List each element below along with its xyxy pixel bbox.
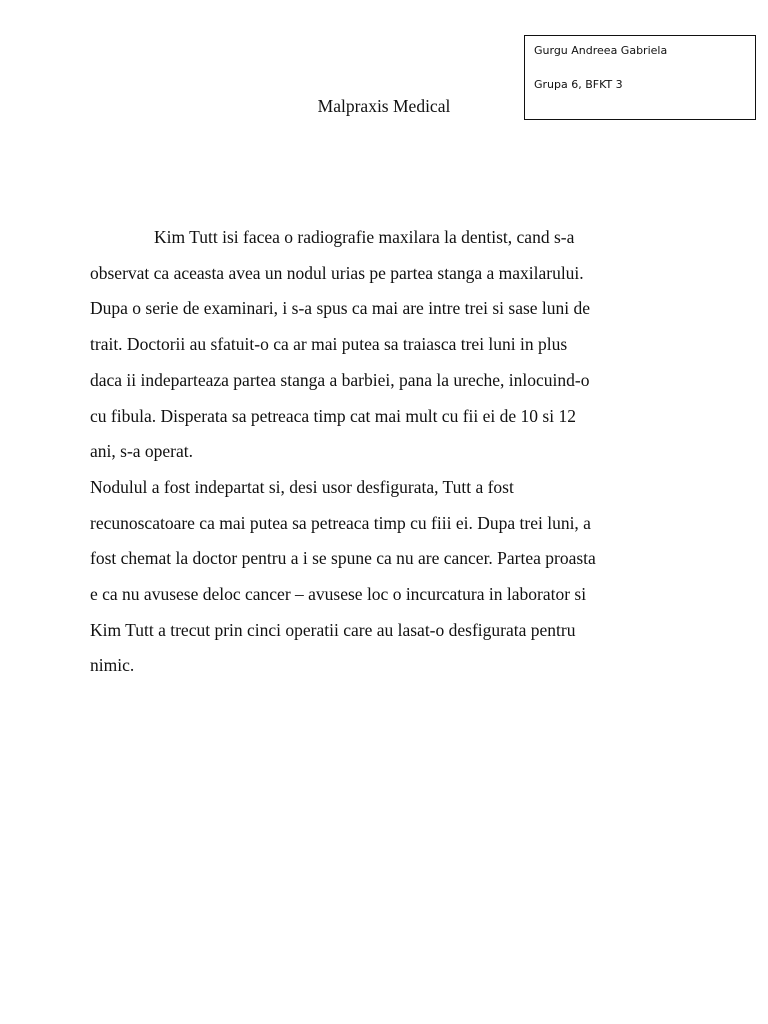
body-line: Dupa o serie de examinari, i s-a spus ca mai are intre trei si sase luni de xyxy=(90,298,591,319)
body-line: cu fibula. Disperata sa petreaca timp cat mai mult cu fii ei de 10 si 12 xyxy=(90,405,576,426)
body-line: Kim Tutt a trecut prin cinci operatii care au lasat-o desfigurata pentru xyxy=(90,619,576,640)
body-line: ani, s-a operat. xyxy=(90,441,194,462)
body-line: e ca nu avusese deloc cancer – avusese loc o incurcatura in laborator si xyxy=(90,584,587,605)
body-line: recunoscatoare ca mai putea sa petreaca timp cu fiii ei. Dupa trei luni, a xyxy=(90,512,591,533)
body-line: Kim Tutt isi facea o radiografie maxilara la dentist, cand s-a xyxy=(154,227,575,247)
body-line: daca ii indeparteaza partea stanga a barbiei, pana la ureche, inlocuind-o xyxy=(90,369,590,390)
body-line: Nodulul a fost indepartat si, desi usor desfigurata, Tutt a fost xyxy=(90,476,514,497)
body-line: fost chemat la doctor pentru a i se spune ca nu are cancer. Partea proasta xyxy=(90,548,596,569)
body-line: nimic. xyxy=(90,655,135,676)
document-body xyxy=(90,220,700,684)
author-group: Grupa 6, BFKT 3 xyxy=(534,78,623,91)
body-line: trait. Doctorii au sfatuit-o ca ar mai putea sa traiasca trei luni in plus xyxy=(90,334,568,355)
body-line: observat ca aceasta avea un nodul urias pe partea stanga a maxilarului. xyxy=(90,262,584,283)
author-name: Gurgu Andreea Gabriela xyxy=(534,44,668,57)
document-title: Malpraxis Medical xyxy=(317,96,451,116)
